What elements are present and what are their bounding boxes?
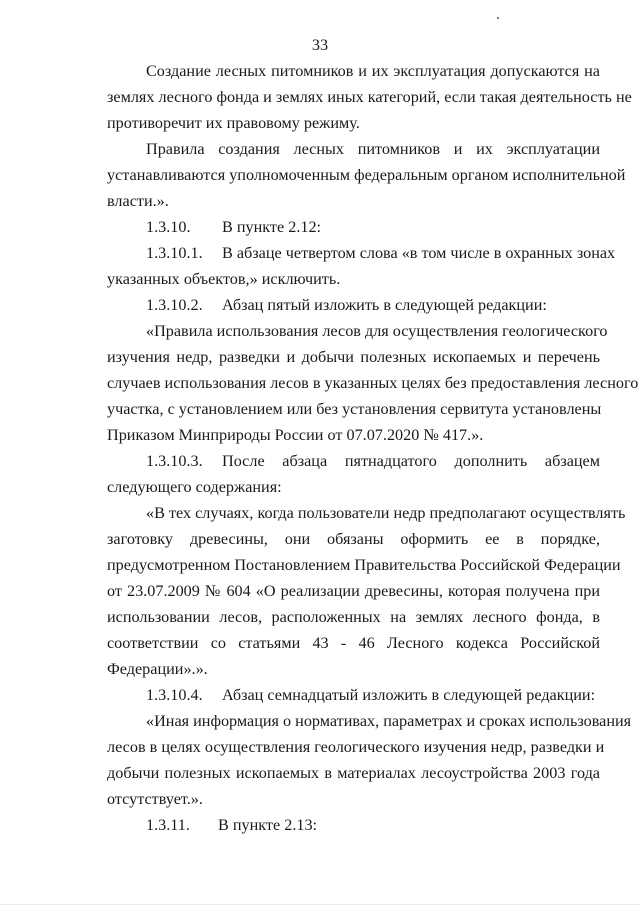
text-line: землях лесного фонда и землях иных категорий, если такая деятельность не (107, 88, 632, 106)
text-line: Приказом Минприроды России от 07.07.2020 № 417.». (107, 426, 484, 444)
clause-heading: В пункте 2.13: (218, 816, 318, 834)
text-line: Федерации».». (107, 660, 208, 678)
text-line: добычи полезных ископаемых в материалах лесоустройства 2003 года (107, 764, 600, 782)
scan-speck (497, 17, 499, 19)
text-line: использовании лесов, расположенных на землях лесного фонда, в (107, 608, 600, 626)
clause-number: 1.3.10.4. (146, 686, 203, 704)
text-line: изучения недр, разведки и добычи полезных ископаемых и перечень (107, 348, 600, 366)
text-line: отсутствует.». (107, 790, 203, 808)
text-line: противоречит их правовому режиму. (107, 114, 360, 132)
clause-text: После абзаца пятнадцатого дополнить абзацем (222, 452, 600, 470)
text-line: Создание лесных питомников и их эксплуатация допускаются на (146, 62, 600, 80)
text-line: лесов в целях осуществления геологического изучения недр, разведки и (107, 738, 605, 756)
text-line: устанавливаются уполномоченным федеральным органом исполнительной (107, 166, 626, 184)
text-line: соответствии со статьями 43 - 46 Лесного кодекса Российской (107, 634, 600, 652)
text-line: «Иная информация о нормативах, параметрах и сроках использования (146, 712, 632, 730)
text-line: от 23.07.2009 № 604 «О реализации древесины, которая получена при (107, 582, 600, 600)
clause-number: 1.3.11. (146, 816, 190, 834)
text-line: предусмотренном Постановлением Правительства Российской Федерации (107, 556, 621, 574)
text-line: участка, с установлением или без установления сервитута установлены (107, 400, 602, 418)
clause-text: В абзаце четвертом слова «в том числе в охранных зонах (222, 244, 616, 262)
clause-heading: В пункте 2.12: (222, 218, 322, 236)
clause-number: 1.3.10.2. (146, 296, 203, 314)
clause-number: 1.3.10.3. (146, 452, 203, 470)
text-line: следующего содержания: (107, 478, 282, 496)
clause-number: 1.3.10.1. (146, 244, 203, 262)
clause-text: Абзац пятый изложить в следующей редакции: (222, 296, 547, 314)
clause-number: 1.3.10. (146, 218, 191, 236)
text-line: случаев использования лесов в указанных целях без предоставления лесного (107, 374, 639, 392)
text-line: Правила создания лесных питомников и их эксплуатации (146, 140, 600, 158)
text-line: «В тех случаях, когда пользователи недр предполагают осуществлять (146, 504, 626, 522)
clause-text: Абзац семнадцатый изложить в следующей редакции: (222, 686, 596, 704)
page-number: 33 (311, 36, 329, 54)
text-line: «Правила использования лесов для осуществления геологического (146, 322, 608, 340)
text-line: указанных объектов,» исключить. (107, 270, 341, 288)
text-line: заготовку древесины, они обязаны оформить ее в порядке, (107, 530, 600, 548)
text-line: власти.». (107, 192, 169, 210)
